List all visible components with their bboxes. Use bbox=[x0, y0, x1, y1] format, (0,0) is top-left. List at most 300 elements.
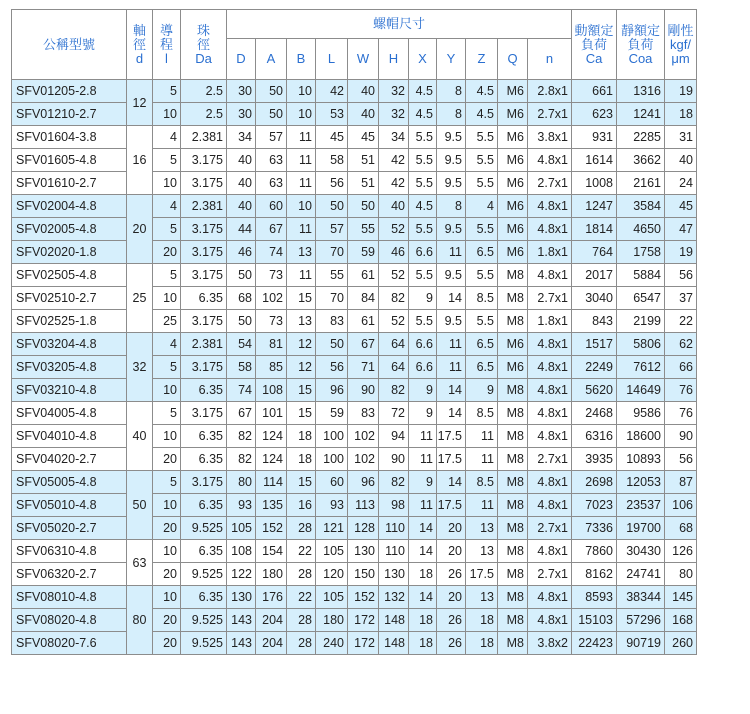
cell-nut-X: 5.5 bbox=[409, 264, 437, 287]
cell-ball-diameter: 2.5 bbox=[181, 80, 227, 103]
cell-lead: 5 bbox=[153, 80, 181, 103]
cell-nut-X: 11 bbox=[409, 425, 437, 448]
header-lead-line1: 導 bbox=[159, 22, 173, 38]
table-row bbox=[12, 402, 697, 425]
cell-nut-W: 90 bbox=[348, 379, 379, 402]
cell-ball-diameter: 2.381 bbox=[181, 126, 227, 149]
cell-nut-B: 15 bbox=[287, 471, 316, 494]
header-nut-B: B bbox=[287, 39, 316, 80]
cell-nut-W: 113 bbox=[348, 494, 379, 517]
cell-nut-Z: 8.5 bbox=[466, 287, 498, 310]
cell-lead: 4 bbox=[153, 126, 181, 149]
cell-dynamic-load: 2698 bbox=[572, 471, 617, 494]
cell-nut-B: 12 bbox=[287, 356, 316, 379]
cell-nut-H: 148 bbox=[379, 609, 409, 632]
cell-nut-A: 74 bbox=[256, 241, 287, 264]
header-dyn-line3: Ca bbox=[585, 50, 603, 66]
cell-nut-Z: 5.5 bbox=[466, 126, 498, 149]
cell-lead: 10 bbox=[153, 379, 181, 402]
cell-ball-diameter: 3.175 bbox=[181, 149, 227, 172]
cell-nut-Y: 14 bbox=[437, 287, 466, 310]
cell-nut-Q: M8 bbox=[498, 517, 528, 540]
cell-static-load: 2285 bbox=[617, 126, 665, 149]
cell-dynamic-load: 3040 bbox=[572, 287, 617, 310]
table-row bbox=[12, 195, 697, 218]
header-nut-Z: Z bbox=[466, 39, 498, 80]
header-nut-Y: Y bbox=[437, 39, 466, 80]
cell-nut-L: 96 bbox=[316, 379, 348, 402]
cell-nut-H: 110 bbox=[379, 540, 409, 563]
cell-nut-Y: 8 bbox=[437, 103, 466, 126]
table-row bbox=[12, 586, 697, 609]
cell-nut-Z: 4.5 bbox=[466, 80, 498, 103]
cell-dynamic-load: 5620 bbox=[572, 379, 617, 402]
cell-dynamic-load: 15103 bbox=[572, 609, 617, 632]
cell-nut-Q: M6 bbox=[498, 172, 528, 195]
cell-ball-diameter: 6.35 bbox=[181, 287, 227, 310]
cell-nut-D: 34 bbox=[227, 126, 256, 149]
cell-nut-D: 54 bbox=[227, 333, 256, 356]
table-row bbox=[12, 80, 697, 103]
cell-dynamic-load: 7023 bbox=[572, 494, 617, 517]
table-row bbox=[12, 540, 697, 563]
header-model: 公稱型號 bbox=[12, 10, 127, 80]
cell-nut-L: 57 bbox=[316, 218, 348, 241]
cell-lead: 5 bbox=[153, 149, 181, 172]
cell-nut-B: 18 bbox=[287, 448, 316, 471]
cell-nut-D: 50 bbox=[227, 310, 256, 333]
cell-rigidity: 168 bbox=[665, 609, 697, 632]
cell-shaft-diameter: 40 bbox=[127, 402, 153, 471]
header-rig-line1: 剛性 bbox=[667, 22, 694, 38]
cell-nut-X: 9 bbox=[409, 471, 437, 494]
cell-nut-Z: 18 bbox=[466, 609, 498, 632]
table-row bbox=[12, 103, 697, 126]
cell-model: SFV03210-4.8 bbox=[12, 379, 127, 402]
cell-rigidity: 66 bbox=[665, 356, 697, 379]
cell-nut-X: 6.6 bbox=[409, 333, 437, 356]
cell-rigidity: 90 bbox=[665, 425, 697, 448]
cell-nut-W: 130 bbox=[348, 540, 379, 563]
cell-nut-Z: 6.5 bbox=[466, 333, 498, 356]
cell-nut-W: 71 bbox=[348, 356, 379, 379]
cell-nut-n: 2.7x1 bbox=[528, 517, 572, 540]
cell-nut-L: 120 bbox=[316, 563, 348, 586]
cell-nut-Y: 9.5 bbox=[437, 149, 466, 172]
cell-nut-L: 42 bbox=[316, 80, 348, 103]
cell-nut-A: 50 bbox=[256, 103, 287, 126]
cell-nut-H: 82 bbox=[379, 471, 409, 494]
cell-nut-W: 55 bbox=[348, 218, 379, 241]
table-row bbox=[12, 425, 697, 448]
cell-nut-W: 61 bbox=[348, 310, 379, 333]
cell-dynamic-load: 764 bbox=[572, 241, 617, 264]
cell-nut-X: 9 bbox=[409, 402, 437, 425]
cell-ball-diameter: 6.35 bbox=[181, 586, 227, 609]
cell-nut-Z: 6.5 bbox=[466, 356, 498, 379]
cell-model: SFV04010-4.8 bbox=[12, 425, 127, 448]
header-ball-diameter bbox=[181, 10, 227, 80]
cell-nut-B: 10 bbox=[287, 103, 316, 126]
table-row bbox=[12, 471, 697, 494]
cell-lead: 4 bbox=[153, 195, 181, 218]
cell-nut-Y: 17.5 bbox=[437, 494, 466, 517]
cell-lead: 10 bbox=[153, 103, 181, 126]
cell-ball-diameter: 9.525 bbox=[181, 563, 227, 586]
cell-dynamic-load: 2017 bbox=[572, 264, 617, 287]
cell-nut-Q: M6 bbox=[498, 356, 528, 379]
cell-nut-B: 18 bbox=[287, 425, 316, 448]
cell-static-load: 2161 bbox=[617, 172, 665, 195]
cell-nut-X: 18 bbox=[409, 563, 437, 586]
cell-nut-H: 130 bbox=[379, 563, 409, 586]
cell-ball-diameter: 9.525 bbox=[181, 632, 227, 655]
cell-nut-D: 40 bbox=[227, 149, 256, 172]
cell-nut-Y: 11 bbox=[437, 241, 466, 264]
cell-lead: 5 bbox=[153, 356, 181, 379]
cell-model: SFV01205-2.8 bbox=[12, 80, 127, 103]
cell-nut-n: 2.7x1 bbox=[528, 563, 572, 586]
table-row bbox=[12, 287, 697, 310]
cell-static-load: 38344 bbox=[617, 586, 665, 609]
cell-nut-Y: 9.5 bbox=[437, 310, 466, 333]
cell-nut-n: 4.8x1 bbox=[528, 333, 572, 356]
cell-lead: 10 bbox=[153, 494, 181, 517]
cell-model: SFV08010-4.8 bbox=[12, 586, 127, 609]
cell-lead: 10 bbox=[153, 172, 181, 195]
cell-lead: 20 bbox=[153, 609, 181, 632]
cell-ball-diameter: 2.381 bbox=[181, 195, 227, 218]
table-row bbox=[12, 563, 697, 586]
cell-nut-n: 4.8x1 bbox=[528, 494, 572, 517]
cell-nut-W: 150 bbox=[348, 563, 379, 586]
cell-nut-n: 4.8x1 bbox=[528, 425, 572, 448]
cell-nut-H: 32 bbox=[379, 80, 409, 103]
header-nut-L: L bbox=[316, 39, 348, 80]
cell-nut-B: 15 bbox=[287, 379, 316, 402]
cell-nut-Z: 11 bbox=[466, 425, 498, 448]
cell-nut-Y: 9.5 bbox=[437, 172, 466, 195]
cell-nut-W: 102 bbox=[348, 425, 379, 448]
header-rig-line2: kgf/ bbox=[670, 36, 691, 52]
cell-nut-L: 60 bbox=[316, 471, 348, 494]
cell-nut-H: 132 bbox=[379, 586, 409, 609]
cell-ball-diameter: 6.35 bbox=[181, 379, 227, 402]
cell-nut-X: 4.5 bbox=[409, 195, 437, 218]
cell-lead: 20 bbox=[153, 563, 181, 586]
cell-nut-L: 45 bbox=[316, 126, 348, 149]
spec-table-body bbox=[12, 80, 697, 655]
cell-model: SFV05020-2.7 bbox=[12, 517, 127, 540]
header-dyn-line1: 動額定 bbox=[574, 22, 614, 38]
cell-dynamic-load: 1008 bbox=[572, 172, 617, 195]
cell-nut-H: 98 bbox=[379, 494, 409, 517]
cell-rigidity: 19 bbox=[665, 80, 697, 103]
cell-nut-L: 59 bbox=[316, 402, 348, 425]
cell-rigidity: 76 bbox=[665, 379, 697, 402]
cell-dynamic-load: 7336 bbox=[572, 517, 617, 540]
cell-nut-D: 58 bbox=[227, 356, 256, 379]
cell-model: SFV01604-3.8 bbox=[12, 126, 127, 149]
cell-static-load: 6547 bbox=[617, 287, 665, 310]
table-row bbox=[12, 172, 697, 195]
cell-model: SFV03205-4.8 bbox=[12, 356, 127, 379]
cell-nut-Z: 17.5 bbox=[466, 563, 498, 586]
header-ball-line2: 徑 bbox=[196, 36, 210, 52]
cell-nut-D: 40 bbox=[227, 172, 256, 195]
cell-nut-H: 64 bbox=[379, 356, 409, 379]
cell-nut-X: 5.5 bbox=[409, 126, 437, 149]
cell-nut-Y: 14 bbox=[437, 402, 466, 425]
cell-nut-A: 101 bbox=[256, 402, 287, 425]
cell-lead: 20 bbox=[153, 517, 181, 540]
cell-nut-Z: 18 bbox=[466, 632, 498, 655]
cell-nut-D: 67 bbox=[227, 402, 256, 425]
cell-nut-H: 52 bbox=[379, 218, 409, 241]
cell-nut-L: 93 bbox=[316, 494, 348, 517]
cell-nut-B: 13 bbox=[287, 310, 316, 333]
cell-nut-Y: 17.5 bbox=[437, 425, 466, 448]
cell-nut-A: 102 bbox=[256, 287, 287, 310]
cell-rigidity: 80 bbox=[665, 563, 697, 586]
cell-dynamic-load: 623 bbox=[572, 103, 617, 126]
cell-nut-Z: 5.5 bbox=[466, 149, 498, 172]
cell-ball-diameter: 9.525 bbox=[181, 517, 227, 540]
cell-nut-Z: 13 bbox=[466, 517, 498, 540]
cell-nut-X: 14 bbox=[409, 540, 437, 563]
cell-static-load: 10893 bbox=[617, 448, 665, 471]
cell-nut-Z: 5.5 bbox=[466, 264, 498, 287]
cell-nut-A: 63 bbox=[256, 149, 287, 172]
cell-nut-Q: M8 bbox=[498, 563, 528, 586]
cell-nut-B: 11 bbox=[287, 126, 316, 149]
cell-nut-X: 9 bbox=[409, 379, 437, 402]
cell-nut-D: 40 bbox=[227, 195, 256, 218]
cell-model: SFV03204-4.8 bbox=[12, 333, 127, 356]
cell-nut-X: 14 bbox=[409, 586, 437, 609]
cell-shaft-diameter: 32 bbox=[127, 333, 153, 402]
cell-rigidity: 56 bbox=[665, 264, 697, 287]
cell-nut-Q: M6 bbox=[498, 241, 528, 264]
cell-lead: 20 bbox=[153, 241, 181, 264]
header-dyn-line2: 負荷 bbox=[580, 36, 607, 52]
cell-nut-Y: 20 bbox=[437, 517, 466, 540]
cell-nut-Q: M6 bbox=[498, 195, 528, 218]
cell-nut-W: 96 bbox=[348, 471, 379, 494]
cell-static-load: 18600 bbox=[617, 425, 665, 448]
cell-static-load: 30430 bbox=[617, 540, 665, 563]
cell-rigidity: 76 bbox=[665, 402, 697, 425]
cell-nut-L: 100 bbox=[316, 425, 348, 448]
cell-nut-D: 105 bbox=[227, 517, 256, 540]
cell-dynamic-load: 2249 bbox=[572, 356, 617, 379]
cell-nut-D: 74 bbox=[227, 379, 256, 402]
cell-static-load: 1241 bbox=[617, 103, 665, 126]
header-ball-line3: Da bbox=[195, 50, 212, 66]
table-row bbox=[12, 494, 697, 517]
cell-rigidity: 87 bbox=[665, 471, 697, 494]
cell-nut-X: 5.5 bbox=[409, 218, 437, 241]
cell-nut-A: 204 bbox=[256, 609, 287, 632]
cell-nut-n: 4.8x1 bbox=[528, 609, 572, 632]
cell-nut-D: 93 bbox=[227, 494, 256, 517]
cell-nut-D: 44 bbox=[227, 218, 256, 241]
cell-nut-D: 30 bbox=[227, 103, 256, 126]
cell-nut-D: 108 bbox=[227, 540, 256, 563]
cell-nut-n: 4.8x1 bbox=[528, 540, 572, 563]
cell-nut-D: 143 bbox=[227, 609, 256, 632]
cell-nut-H: 34 bbox=[379, 126, 409, 149]
cell-dynamic-load: 6316 bbox=[572, 425, 617, 448]
cell-nut-Q: M8 bbox=[498, 540, 528, 563]
cell-nut-W: 40 bbox=[348, 80, 379, 103]
header-shaft-diameter bbox=[127, 10, 153, 80]
cell-nut-H: 42 bbox=[379, 172, 409, 195]
header-rigidity bbox=[665, 10, 697, 80]
cell-dynamic-load: 2468 bbox=[572, 402, 617, 425]
cell-nut-Q: M8 bbox=[498, 425, 528, 448]
spec-table-wrapper bbox=[11, 9, 697, 655]
table-row bbox=[12, 609, 697, 632]
cell-nut-H: 90 bbox=[379, 448, 409, 471]
cell-nut-A: 81 bbox=[256, 333, 287, 356]
cell-ball-diameter: 3.175 bbox=[181, 241, 227, 264]
cell-nut-W: 67 bbox=[348, 333, 379, 356]
cell-lead: 4 bbox=[153, 333, 181, 356]
cell-ball-diameter: 6.35 bbox=[181, 448, 227, 471]
cell-nut-n: 2.7x1 bbox=[528, 103, 572, 126]
cell-nut-A: 135 bbox=[256, 494, 287, 517]
table-row bbox=[12, 379, 697, 402]
table-row bbox=[12, 218, 697, 241]
cell-nut-W: 51 bbox=[348, 149, 379, 172]
cell-nut-L: 58 bbox=[316, 149, 348, 172]
cell-nut-A: 57 bbox=[256, 126, 287, 149]
cell-model: SFV04005-4.8 bbox=[12, 402, 127, 425]
header-rig-line3: μm bbox=[671, 50, 690, 66]
cell-shaft-diameter: 12 bbox=[127, 80, 153, 126]
header-nut-A: A bbox=[256, 39, 287, 80]
cell-nut-D: 82 bbox=[227, 448, 256, 471]
cell-nut-W: 40 bbox=[348, 103, 379, 126]
cell-static-load: 7612 bbox=[617, 356, 665, 379]
header-static-load bbox=[617, 10, 665, 80]
cell-nut-B: 11 bbox=[287, 149, 316, 172]
cell-nut-A: 114 bbox=[256, 471, 287, 494]
table-row bbox=[12, 356, 697, 379]
cell-nut-Y: 20 bbox=[437, 586, 466, 609]
cell-nut-Q: M8 bbox=[498, 586, 528, 609]
cell-nut-Y: 9.5 bbox=[437, 126, 466, 149]
cell-nut-B: 10 bbox=[287, 80, 316, 103]
cell-nut-Y: 8 bbox=[437, 80, 466, 103]
header-nut-n: n bbox=[528, 39, 572, 80]
cell-nut-A: 67 bbox=[256, 218, 287, 241]
cell-nut-B: 12 bbox=[287, 333, 316, 356]
cell-static-load: 4650 bbox=[617, 218, 665, 241]
cell-nut-B: 28 bbox=[287, 563, 316, 586]
cell-rigidity: 56 bbox=[665, 448, 697, 471]
cell-nut-W: 172 bbox=[348, 609, 379, 632]
cell-model: SFV04020-2.7 bbox=[12, 448, 127, 471]
cell-dynamic-load: 3935 bbox=[572, 448, 617, 471]
cell-nut-L: 56 bbox=[316, 172, 348, 195]
cell-nut-A: 73 bbox=[256, 310, 287, 333]
cell-dynamic-load: 843 bbox=[572, 310, 617, 333]
cell-model: SFV06310-4.8 bbox=[12, 540, 127, 563]
cell-static-load: 1316 bbox=[617, 80, 665, 103]
cell-nut-A: 176 bbox=[256, 586, 287, 609]
cell-rigidity: 62 bbox=[665, 333, 697, 356]
cell-dynamic-load: 1814 bbox=[572, 218, 617, 241]
cell-rigidity: 18 bbox=[665, 103, 697, 126]
cell-static-load: 19700 bbox=[617, 517, 665, 540]
cell-lead: 10 bbox=[153, 540, 181, 563]
cell-nut-D: 80 bbox=[227, 471, 256, 494]
cell-nut-H: 52 bbox=[379, 264, 409, 287]
table-row bbox=[12, 333, 697, 356]
cell-nut-Y: 11 bbox=[437, 333, 466, 356]
cell-nut-B: 11 bbox=[287, 264, 316, 287]
cell-nut-n: 4.8x1 bbox=[528, 356, 572, 379]
cell-rigidity: 22 bbox=[665, 310, 697, 333]
cell-nut-Z: 9 bbox=[466, 379, 498, 402]
cell-rigidity: 106 bbox=[665, 494, 697, 517]
header-nut-X: X bbox=[409, 39, 437, 80]
cell-shaft-diameter: 16 bbox=[127, 126, 153, 195]
cell-nut-X: 5.5 bbox=[409, 310, 437, 333]
cell-nut-Y: 26 bbox=[437, 563, 466, 586]
cell-nut-X: 5.5 bbox=[409, 149, 437, 172]
cell-nut-W: 84 bbox=[348, 287, 379, 310]
cell-nut-H: 94 bbox=[379, 425, 409, 448]
cell-nut-Q: M8 bbox=[498, 402, 528, 425]
cell-nut-B: 28 bbox=[287, 632, 316, 655]
cell-ball-diameter: 3.175 bbox=[181, 218, 227, 241]
cell-static-load: 23537 bbox=[617, 494, 665, 517]
cell-rigidity: 40 bbox=[665, 149, 697, 172]
cell-nut-Z: 13 bbox=[466, 540, 498, 563]
cell-nut-Y: 14 bbox=[437, 471, 466, 494]
cell-nut-n: 4.8x1 bbox=[528, 402, 572, 425]
cell-nut-H: 40 bbox=[379, 195, 409, 218]
cell-nut-Q: M8 bbox=[498, 310, 528, 333]
cell-nut-Q: M6 bbox=[498, 126, 528, 149]
cell-nut-D: 143 bbox=[227, 632, 256, 655]
cell-nut-X: 14 bbox=[409, 517, 437, 540]
table-row bbox=[12, 149, 697, 172]
cell-dynamic-load: 1247 bbox=[572, 195, 617, 218]
header-shaft-line2: 徑 bbox=[132, 36, 146, 52]
cell-nut-A: 204 bbox=[256, 632, 287, 655]
table-row bbox=[12, 517, 697, 540]
cell-rigidity: 37 bbox=[665, 287, 697, 310]
cell-nut-Q: M8 bbox=[498, 471, 528, 494]
cell-nut-H: 46 bbox=[379, 241, 409, 264]
cell-nut-Z: 4 bbox=[466, 195, 498, 218]
cell-static-load: 9586 bbox=[617, 402, 665, 425]
cell-nut-L: 121 bbox=[316, 517, 348, 540]
cell-nut-H: 148 bbox=[379, 632, 409, 655]
cell-nut-Y: 14 bbox=[437, 379, 466, 402]
cell-nut-H: 32 bbox=[379, 103, 409, 126]
header-nut-D: D bbox=[227, 39, 256, 80]
cell-nut-Z: 6.5 bbox=[466, 241, 498, 264]
cell-model: SFV02510-2.7 bbox=[12, 287, 127, 310]
header-nut-H: H bbox=[379, 39, 409, 80]
cell-static-load: 5884 bbox=[617, 264, 665, 287]
cell-dynamic-load: 1614 bbox=[572, 149, 617, 172]
